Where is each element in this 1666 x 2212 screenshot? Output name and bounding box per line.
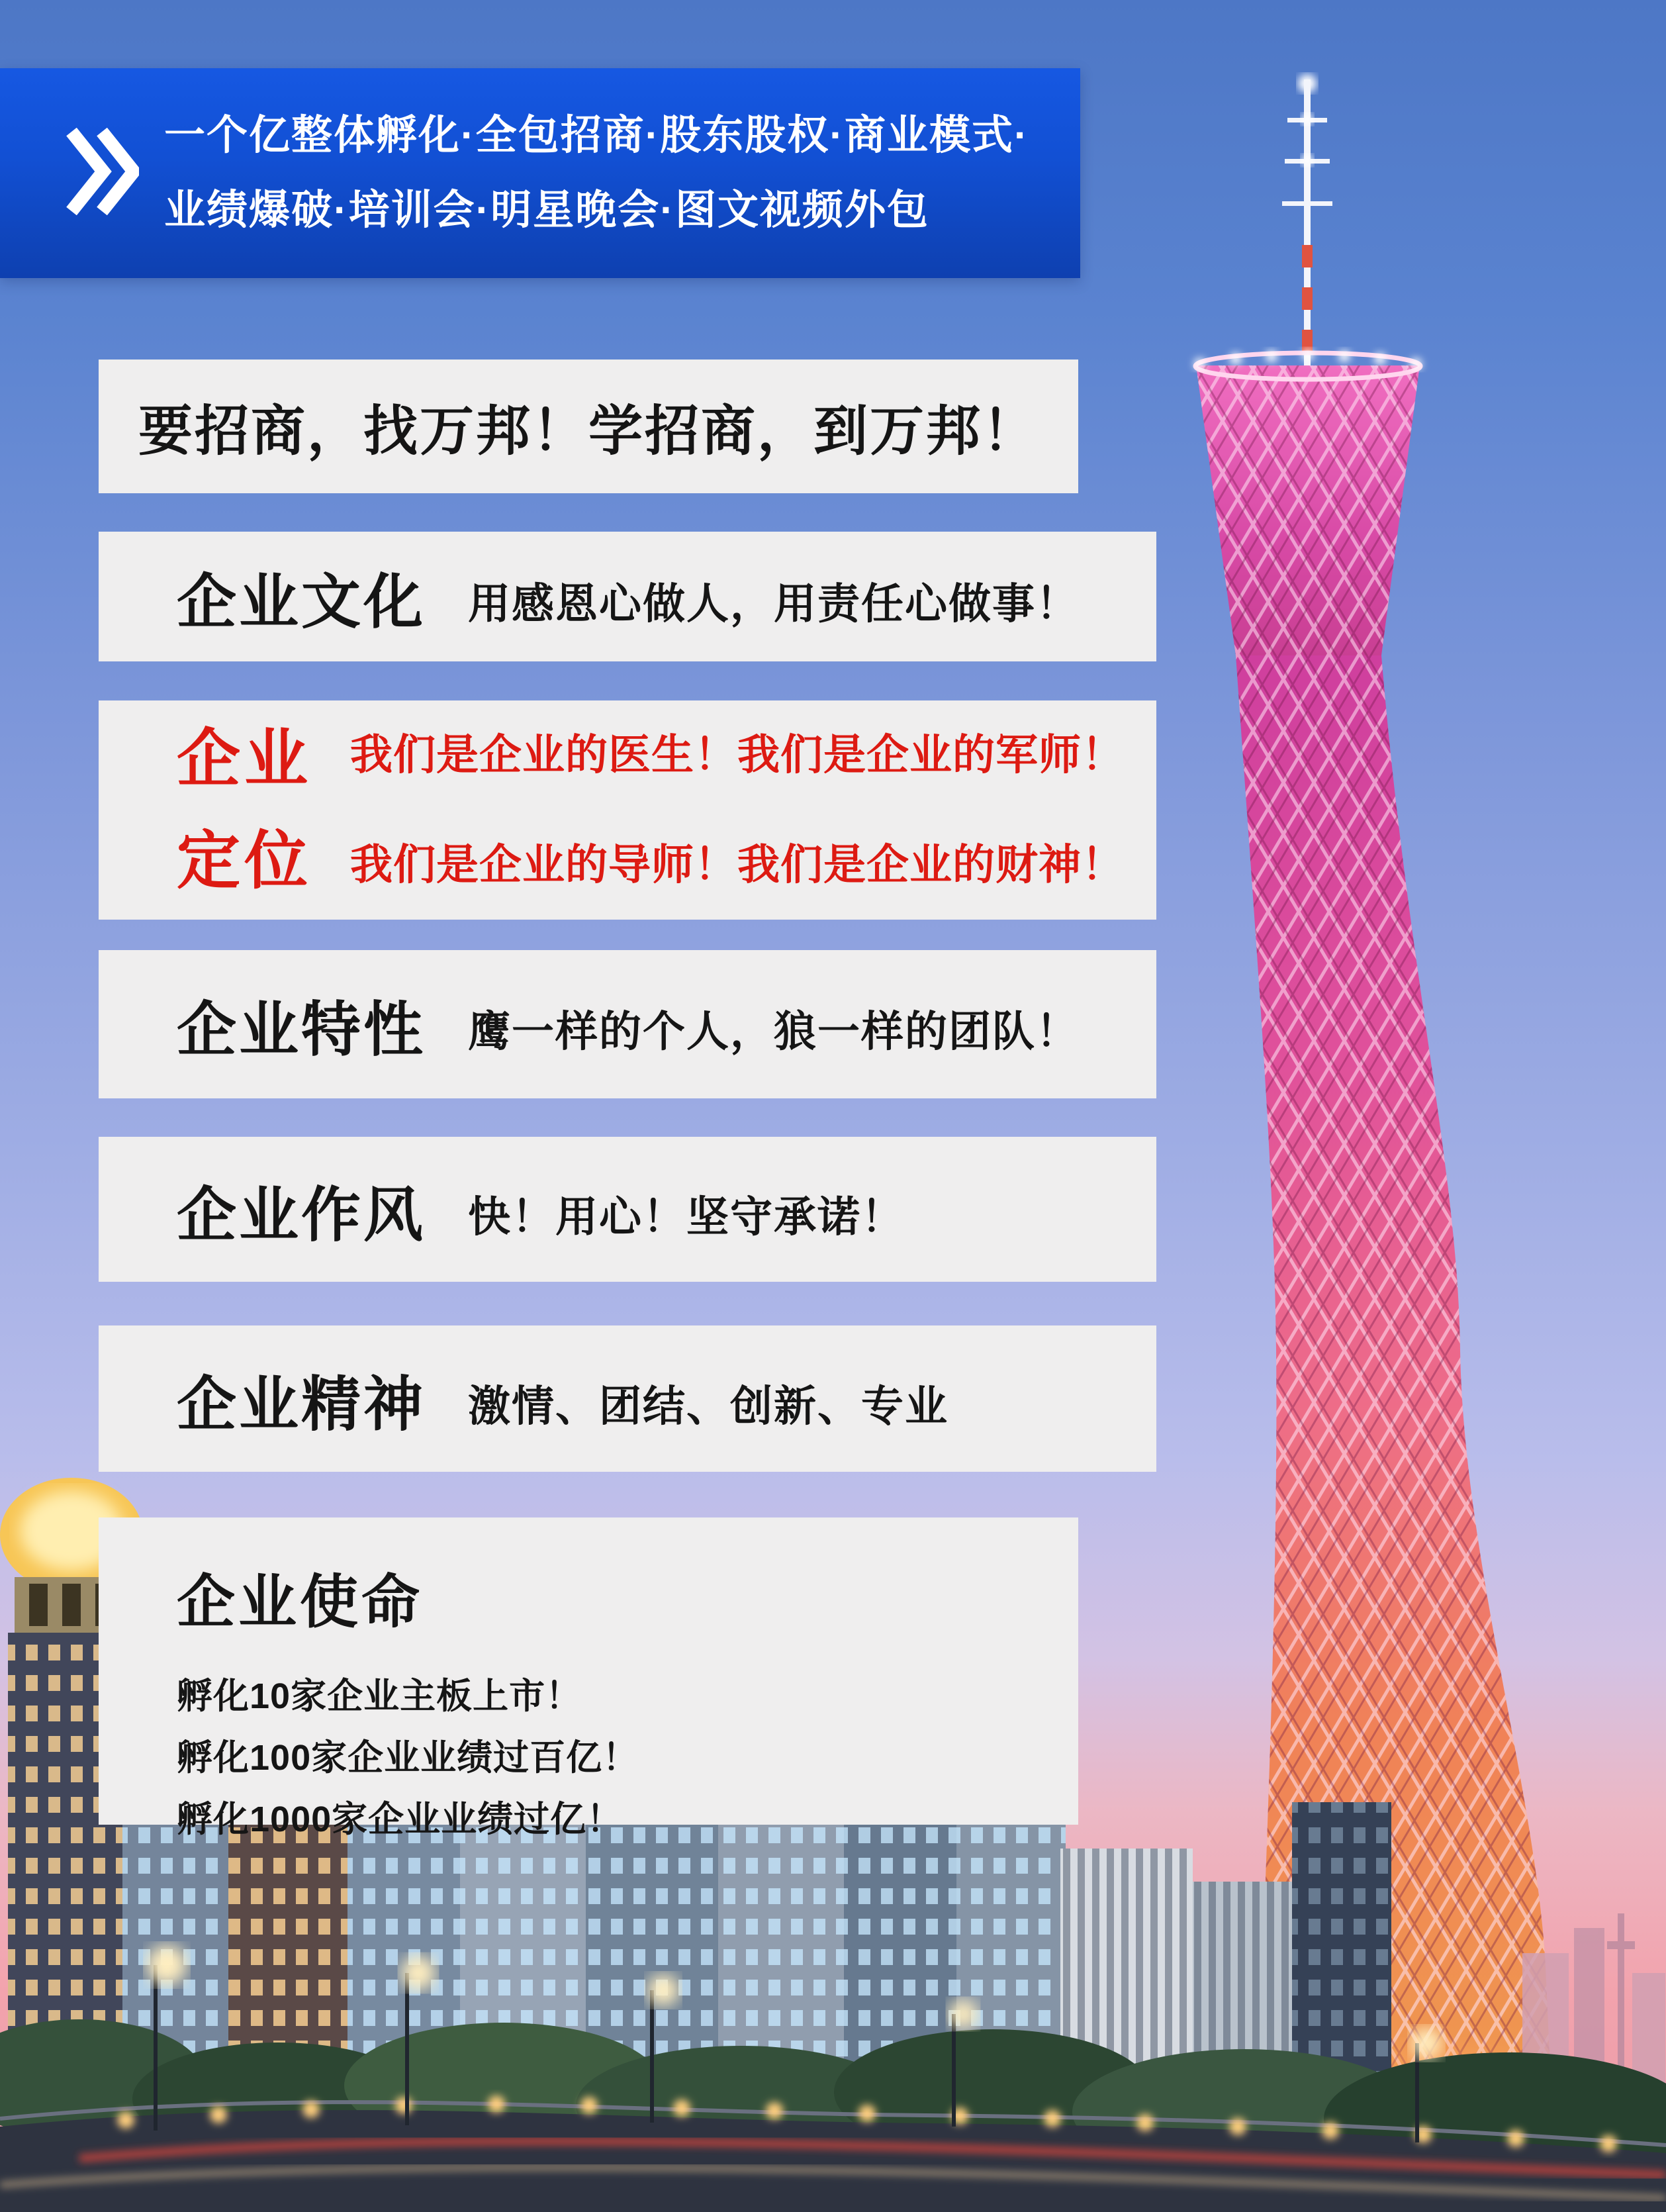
- positioning-line-1: 我们是企业的医生！我们是企业的军师！: [350, 731, 1125, 779]
- culture-content: 用感恩心做人，用责任心做事！: [468, 580, 1080, 628]
- positioning-line-2: 我们是企业的导师！我们是企业的财神！: [350, 840, 1125, 889]
- banner-line-1: 一个亿整体孵化·全包招商·股东股权·商业模式·: [164, 112, 1029, 158]
- mission-panel: [99, 1517, 1078, 1839]
- style-title: 企业作风: [177, 1182, 426, 1249]
- slogan-panel: [99, 360, 1078, 493]
- mission-lines: [177, 1666, 1078, 1851]
- mission-title: 企业使命: [177, 1569, 424, 1635]
- tower-top-cup: [1194, 349, 1422, 655]
- positioning-content: [350, 700, 1125, 919]
- culture-panel: [99, 532, 1156, 661]
- style-content: 快！用心！坚守承诺！: [468, 1192, 905, 1241]
- double-chevron-right-icon: [65, 128, 139, 218]
- header-banner: [0, 68, 1080, 278]
- positioning-title: [177, 708, 312, 912]
- traits-panel: [99, 950, 1156, 1098]
- positioning-title-line-1: 企业: [177, 723, 312, 794]
- spirit-title: 企业精神: [177, 1371, 426, 1438]
- tower-antenna: [1282, 74, 1332, 377]
- traits-content: 鹰一样的个人，狼一样的团队！: [468, 1008, 1080, 1055]
- positioning-title-line-2: 定位: [177, 825, 312, 896]
- slogan-text: 要招商，找万邦！学招商，到万邦！: [138, 401, 1039, 461]
- spirit-content: 激情、团结、创新、专业: [468, 1382, 949, 1430]
- mission-line-3: 孵化1000家企业业绩过亿！: [177, 1799, 624, 1839]
- banner-text: [164, 99, 1029, 248]
- culture-title: 企业文化: [177, 569, 426, 636]
- mission-line-2: 孵化100家企业业绩过百亿！: [177, 1737, 639, 1778]
- spirit-panel: [99, 1325, 1156, 1472]
- banner-line-2: 业绩爆破·培训会·明星晚会·图文视频外包: [164, 187, 929, 233]
- mission-line-1: 孵化10家企业主板上市！: [177, 1676, 582, 1716]
- positioning-panel: [99, 700, 1156, 920]
- style-panel: [99, 1137, 1156, 1282]
- traits-title: 企业特性: [177, 997, 426, 1063]
